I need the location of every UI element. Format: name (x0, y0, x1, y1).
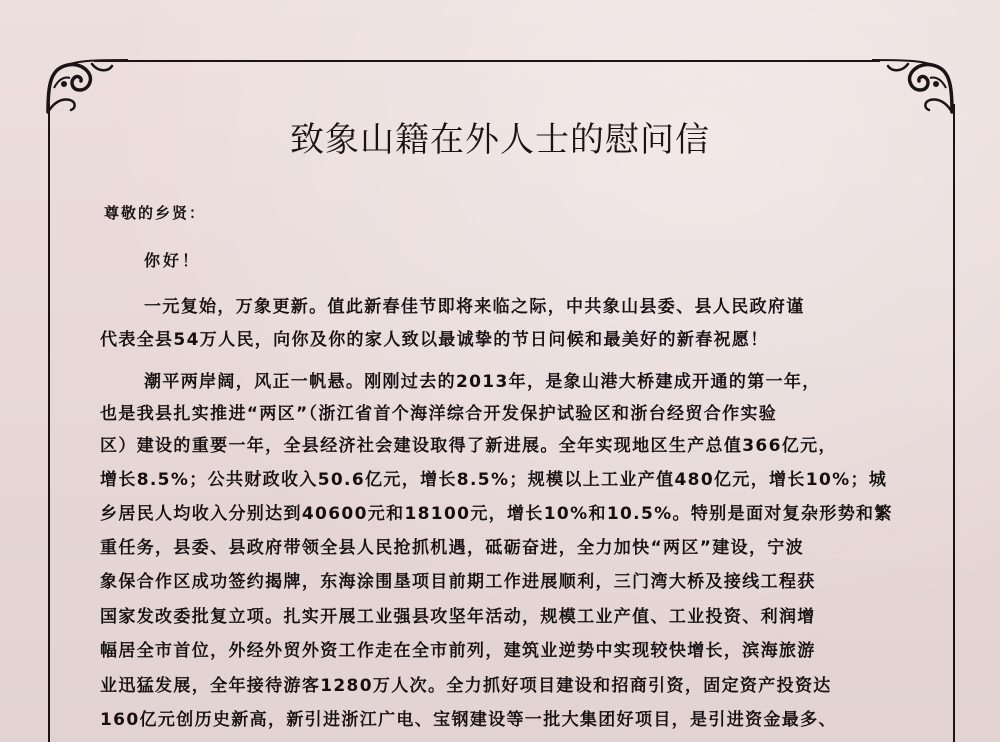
body-line-2: 代表全县54万人民，向你及你的家人致以最诚挚的节日问候和最美好的新春祝愿！ (100, 330, 769, 350)
body-line-13: 160亿元创历史新高，新引进浙江广电、宝钢建设等一批大集团好项目，是引进资金最多、 (100, 710, 837, 730)
body-line-9: 象保合作区成功签约揭牌，东海涂围垦项目前期工作进展顺利，三门湾大桥及接线工程获 (100, 572, 816, 592)
body-line-11: 幅居全市首位，外经外贸外资工作走在全市前列，建筑业逆势中实现较快增长，滨海旅游 (100, 641, 816, 661)
letter-greeting: 你好！ (144, 251, 202, 270)
body-line-6: 增长8.5%；公共财政收入50.6亿元，增长8.5%；规模以上工业产值480亿元，增长10%；城 (100, 470, 888, 490)
letter-frame-left-border (48, 104, 50, 742)
body-line-7: 乡居民人均收入分别达到40600元和18100元，增长10%和10.5%。特别是面对复杂形势和繁 (100, 504, 893, 524)
corner-ornament-left (44, 58, 128, 116)
letter-salutation: 尊敬的乡贤： (104, 204, 207, 222)
body-line-3: 潮平两岸阔，风正一帆悬。刚刚过去的2013年，是象山港大桥建成开通的第一年， (144, 372, 821, 392)
body-line-8: 重任务，县委、县政府带领全县人民抢抓机遇，砥砺奋进，全力加快“两区”建设，宁波 (100, 538, 804, 558)
letter-title: 致象山籍在外人士的慰问信 (290, 120, 710, 160)
body-line-4: 也是我县扎实推进“两区”（浙江省首个海洋综合开发保护试验区和浙台经贸合作实验 (100, 404, 778, 424)
corner-ornament-right (872, 58, 956, 116)
body-line-5: 区）建设的重要一年，全县经济社会建设取得了新进展。全年实现地区生产总值366亿元， (100, 436, 837, 456)
body-line-12: 业迅猛发展，全年接待游客1280万人次。全力抓好项目建设和招商引资，固定资产投资达 (100, 676, 832, 696)
body-line-10: 国家发改委批复立项。扎实开展工业强县攻坚年活动，规模工业产值、工业投资、利润增 (100, 607, 816, 627)
body-line-1: 一元复始，万象更新。值此新春佳节即将来临之际，中共象山县委、县人民政府谨 (144, 297, 805, 317)
letter-frame-right-border (953, 104, 955, 742)
letter-frame-top-border (94, 60, 880, 62)
